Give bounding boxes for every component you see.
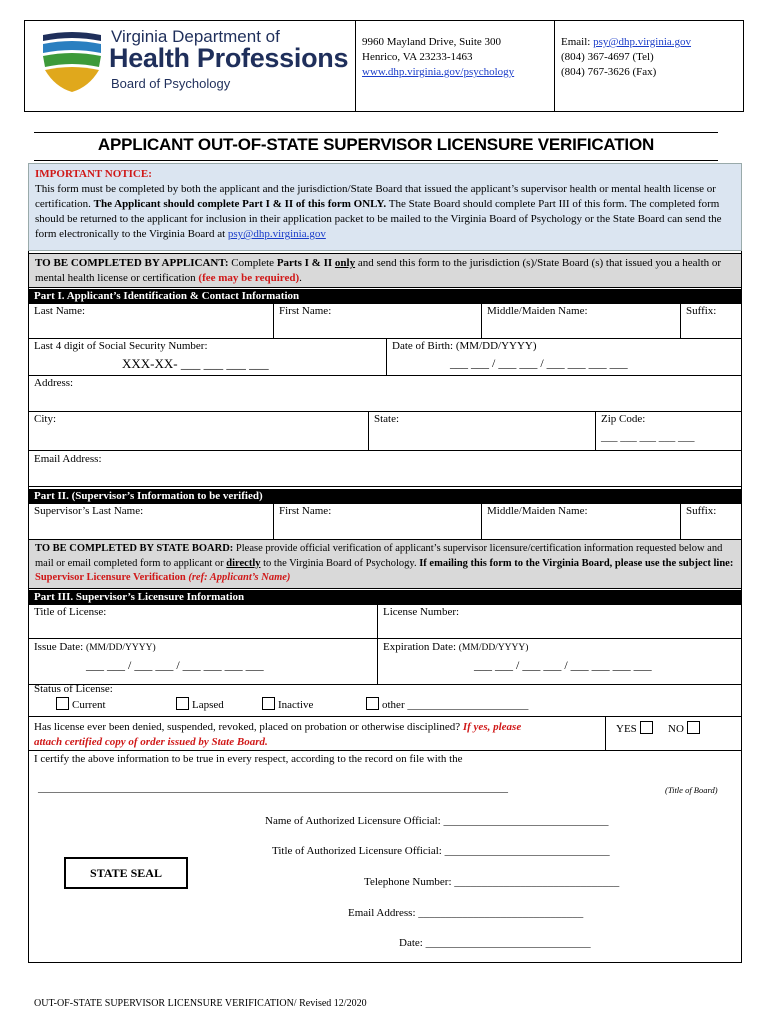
title-rule-top — [34, 132, 718, 133]
row-divider — [28, 716, 742, 717]
board-email-instruction: If emailing this form to the Virginia Board, please use the subject line: — [419, 557, 734, 569]
important-notice — [28, 163, 742, 251]
virginia-dhp-logo-icon — [39, 29, 105, 93]
email-link[interactable]: psy@dhp.virginia.gov — [593, 36, 692, 48]
website-link[interactable]: www.dhp.virginia.gov/psychology — [362, 66, 515, 78]
applicant-lead: TO BE COMPLETED BY APPLICANT: — [35, 257, 229, 269]
state-board-instructions — [28, 539, 742, 589]
board-name-field[interactable]: ______________________________________________________________________________________________ — [38, 783, 508, 794]
divider — [680, 504, 681, 539]
disciplinary-red-2: attach certified copy of order issued by State Board. — [34, 736, 268, 748]
mailing-address — [356, 21, 555, 111]
dhp-logo — [25, 21, 356, 111]
yes-option[interactable] — [616, 721, 656, 735]
board-text-1: Please provide official verification of applicant’s supervisor licensure/certification information requested below and mail or email completed form to applicant or — [35, 543, 723, 569]
middle-name-field[interactable]: Middle/Maiden Name: — [487, 305, 588, 317]
form-title: APPLICANT OUT-OF-STATE SUPERVISOR LICENSURE VERIFICATION — [97, 135, 655, 154]
divider — [377, 605, 378, 684]
notice-text-2: The State Board should complete Part III of this form. The completed form should be returned to the applicant for inclusion in their application packet to be mailed to the Virginia Board of Psychology or the State Board can send the form electronically to the Virginia Board at — [35, 198, 722, 240]
state-field[interactable]: State: — [374, 413, 400, 425]
expiration-date-label — [383, 641, 528, 653]
divider — [481, 504, 482, 539]
lapsed-label: Lapsed — [192, 699, 224, 711]
title-of-board-caption: (Title of Board) — [665, 785, 718, 795]
address-line-1: 9960 Mayland Drive, Suite 300 — [362, 36, 502, 48]
notice-text-bold: The Applicant should complete Part I & II of this form ONLY. — [93, 198, 387, 210]
city-field[interactable]: City: — [34, 413, 57, 425]
divider — [595, 411, 596, 450]
supervisor-last-name-field[interactable]: Supervisor’s Last Name: — [34, 505, 144, 517]
subject-ref: (ref: Applicant’s Name) — [185, 572, 291, 583]
expiration-date-field[interactable]: ___ ___ / ___ ___ / ___ ___ ___ ___ — [474, 658, 652, 672]
telephone-field[interactable]: Telephone Number: ______________________________ — [364, 876, 620, 888]
date-field[interactable]: Date: ______________________________ — [399, 937, 591, 949]
row-divider — [28, 338, 742, 339]
row-divider — [28, 450, 742, 451]
disciplinary-text: Has license ever been denied, suspended, revoked, placed on probation or otherwise disciplined? — [34, 721, 463, 733]
official-email-field[interactable]: Email Address: ______________________________ — [348, 907, 584, 919]
footer-revision: OUT-OF-STATE SUPERVISOR LICENSURE VERIFICATION/ Revised 12/2020 — [34, 998, 367, 1009]
subject-line: Supervisor Licensure Verification — [35, 572, 186, 583]
divider — [680, 304, 681, 338]
divider — [368, 411, 369, 450]
expiration-date-text: Expiration Date: — [383, 641, 459, 653]
last-name-field[interactable]: Last Name: — [34, 305, 86, 317]
yes-checkbox[interactable] — [640, 721, 653, 734]
yes-label: YES — [616, 723, 637, 735]
address-line-2: Henrico, VA 23233-1463 — [362, 51, 473, 63]
applicant-text-1: Complete — [228, 257, 277, 269]
first-name-field[interactable]: First Name: — [279, 305, 332, 317]
row-divider — [28, 638, 742, 639]
email-label: Email: — [561, 36, 594, 48]
title-of-license-field[interactable]: Title of License: — [34, 606, 107, 618]
disciplinary-red-1: If yes, please — [462, 721, 522, 733]
lapsed-checkbox[interactable] — [176, 697, 189, 710]
divider — [273, 504, 274, 539]
divider — [273, 304, 274, 338]
status-current-option[interactable] — [56, 697, 106, 711]
inactive-label: Inactive — [278, 699, 314, 711]
applicant-end: . — [299, 272, 302, 284]
board-directly: directly — [226, 557, 261, 569]
issue-date-format: (MM/DD/YYYY) — [85, 643, 156, 653]
contact-info — [555, 21, 743, 111]
issue-date-field[interactable]: ___ ___ / ___ ___ / ___ ___ ___ ___ — [86, 658, 264, 672]
logo-line-virginia: Virginia Department of — [111, 27, 280, 46]
divider — [386, 338, 387, 375]
notice-email-link[interactable]: psy@dhp.virginia.gov — [227, 228, 326, 240]
status-lapsed-option[interactable] — [176, 697, 224, 711]
row-divider — [28, 411, 742, 412]
disciplinary-question — [34, 721, 521, 733]
phone-tel: (804) 367-4697 (Tel) — [561, 51, 654, 63]
status-label: Status of License: — [34, 683, 113, 695]
logo-line-board: Board of Psychology — [111, 76, 231, 91]
logo-line-health-professions: Health Professions — [109, 43, 349, 73]
no-option[interactable] — [668, 721, 703, 735]
state-seal-box: STATE SEAL — [64, 857, 188, 889]
notice-title: IMPORTANT NOTICE: — [35, 168, 152, 180]
official-name-field[interactable]: Name of Authorized Licensure Official: ______________________________ — [265, 815, 609, 827]
no-label: NO — [668, 723, 684, 735]
zip-label: Zip Code: — [601, 413, 646, 425]
license-number-field[interactable]: License Number: — [383, 606, 460, 618]
current-checkbox[interactable] — [56, 697, 69, 710]
issue-date-label — [34, 641, 156, 653]
part2-header: Part II. (Supervisor’s Information to be verified) — [28, 489, 742, 504]
ssn-label: Last 4 digit of Social Security Number: — [34, 340, 208, 352]
applicant-instructions — [28, 253, 742, 288]
board-lead: TO BE COMPLETED BY STATE BOARD: — [35, 543, 234, 554]
row-divider — [28, 750, 742, 751]
dob-field[interactable]: ___ ___ / ___ ___ / ___ ___ ___ ___ — [450, 356, 628, 370]
status-other-option[interactable] — [366, 697, 528, 711]
certify-statement: I certify the above information to be true in every respect, according to the record on file with the — [34, 753, 463, 765]
letterhead — [24, 20, 744, 112]
ssn-field[interactable]: XXX-XX- ___ ___ ___ ___ — [122, 356, 269, 371]
email-address-field[interactable]: Email Address: — [34, 453, 102, 465]
part3-header: Part III. Supervisor’s Licensure Information — [28, 590, 742, 605]
board-text-2: to the Virginia Board of Psychology. — [260, 557, 420, 569]
supervisor-middle-name-field[interactable]: Middle/Maiden Name: — [487, 505, 588, 517]
notice-text-1: This form must be completed by both the applicant and the jurisdiction/State Board that issued the applicant’s supervisor health or mental health license or certification. — [35, 183, 716, 210]
address-field[interactable]: Address: — [34, 377, 74, 389]
official-title-field[interactable]: Title of Authorized Licensure Official: ______________________________ — [272, 845, 610, 857]
title-rule-bottom — [34, 160, 718, 161]
part1-header: Part I. Applicant’s Identification & Contact Information — [28, 289, 742, 304]
applicant-only: only — [334, 257, 356, 269]
no-checkbox[interactable] — [687, 721, 700, 734]
row-divider — [28, 375, 742, 376]
notice-body — [35, 182, 735, 242]
suffix-field[interactable]: Suffix: — [686, 305, 717, 317]
other-label: other ______________________ — [382, 699, 529, 711]
email-line — [561, 35, 743, 50]
divider — [481, 304, 482, 338]
expiration-date-format: (MM/DD/YYYY) — [458, 643, 529, 653]
supervisor-suffix-field[interactable]: Suffix: — [686, 505, 717, 517]
applicant-parts: Parts I & II — [276, 257, 333, 269]
row-divider — [28, 486, 742, 487]
phone-fax: (804) 767-3626 (Fax) — [561, 66, 657, 78]
inactive-checkbox[interactable] — [262, 697, 275, 710]
issue-date-text: Issue Date: — [34, 641, 86, 653]
row-divider — [28, 684, 742, 685]
status-inactive-option[interactable] — [262, 697, 313, 711]
supervisor-first-name-field[interactable]: First Name: — [279, 505, 332, 517]
dob-label: Date of Birth: (MM/DD/YYYY) — [392, 340, 537, 352]
zip-field[interactable]: ___ ___ ___ ___ ___ — [601, 431, 695, 443]
fee-note: (fee may be required) — [198, 272, 300, 284]
divider — [605, 716, 606, 750]
applicant-text-2: and send this form to the jurisdiction (s)/State Board (s) that issued you a health or mental health license or certification — [35, 257, 722, 284]
other-checkbox[interactable] — [366, 697, 379, 710]
current-label: Current — [72, 699, 106, 711]
